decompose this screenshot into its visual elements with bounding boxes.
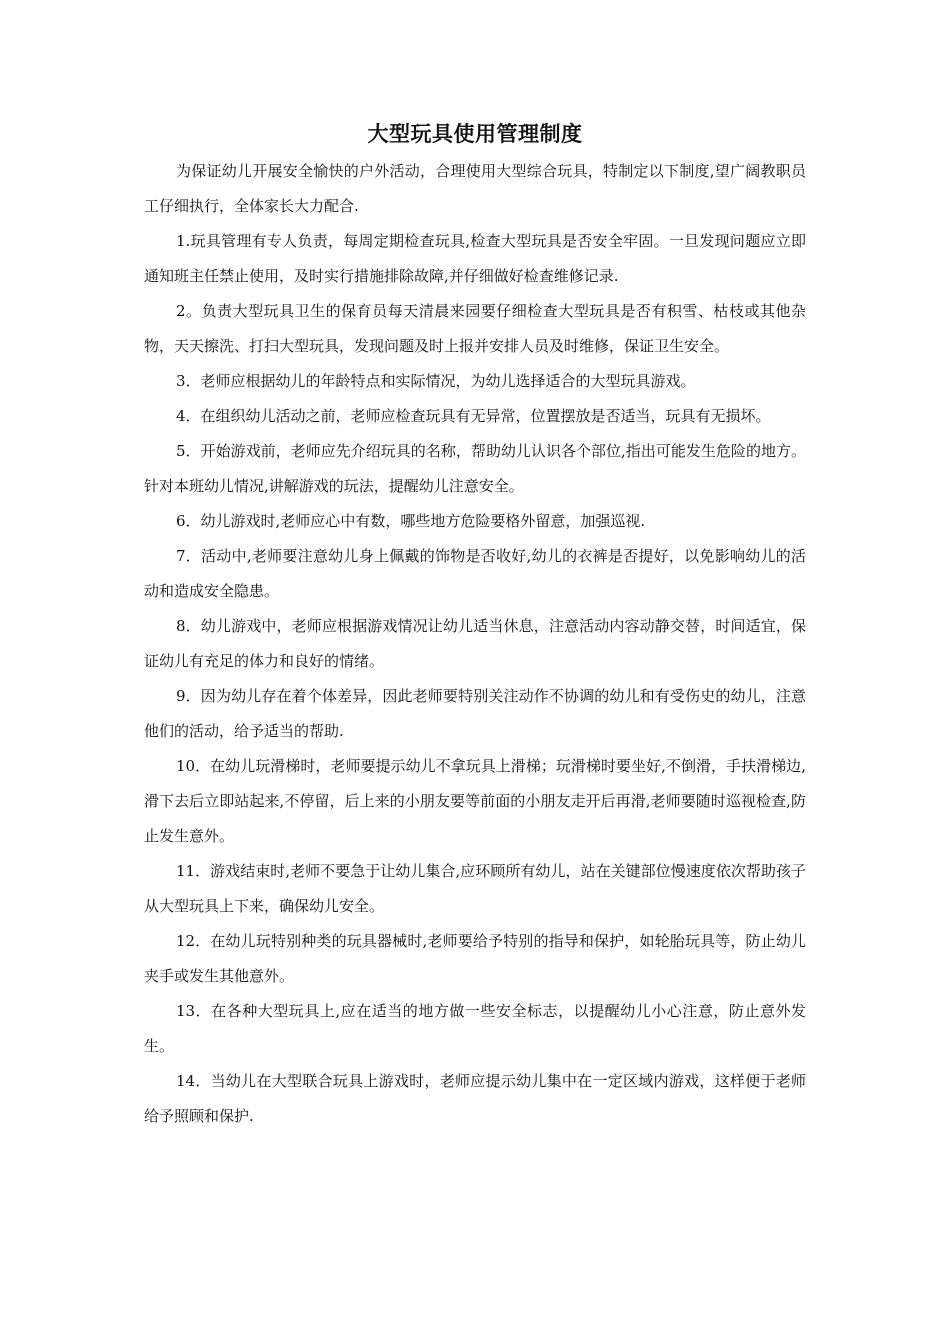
paragraph-item-12: 12．在幼儿玩特别种类的玩具器械时,老师要给予特别的指导和保护，如轮胎玩具等，防止幼儿夹手或发生其他意外。	[144, 932, 806, 985]
paragraph-item-9: 9．因为幼儿存在着个体差异，因此老师要特别关注动作不协调的幼儿和有受伤史的幼儿，注意他们的活动，给予适当的帮助.	[144, 687, 806, 740]
paragraph-intro: 为保证幼儿开展安全愉快的户外活动，合理使用大型综合玩具，特制定以下制度,望广阔教职员工仔细执行，全体家长大力配合.	[144, 162, 806, 215]
document-title: 大型玩具使用管理制度	[367, 121, 583, 146]
paragraph-item-4: 4．在组织幼儿活动之前，老师应检查玩具有无异常，位置摆放是否适当，玩具有无损坏。	[176, 407, 771, 425]
paragraph-item-1: 1.玩具管理有专人负责，每周定期检查玩具,检查大型玩具是否安全牢固。一旦发现问题应立即通知班主任禁止使用，及时实行措施排除故障,并仔细做好检查维修记录.	[144, 232, 806, 285]
paragraph-item-11: 11．游戏结束时,老师不要急于让幼儿集合,应环顾所有幼儿，站在关键部位慢速度依次帮助孩子从大型玩具上下来，确保幼儿安全。	[144, 862, 806, 915]
document-page	[144, 118, 806, 1134]
paragraph-item-7: 7．活动中,老师要注意幼儿身上佩戴的饰物是否收好,幼儿的衣裤是否提好，以免影响幼儿的活动和造成安全隐患。	[144, 547, 806, 600]
paragraph-item-14: 14．当幼儿在大型联合玩具上游戏时，老师应提示幼儿集中在一定区域内游戏，这样便于老师给予照顾和保护.	[144, 1072, 806, 1125]
paragraph-item-6: 6．幼儿游戏时,老师应心中有数，哪些地方危险要格外留意，加强巡视.	[176, 512, 646, 530]
paragraph-item-8: 8．幼儿游戏中，老师应根据游戏情况让幼儿适当休息，注意活动内容动静交替，时间适宜，保证幼儿有充足的体力和良好的情绪。	[144, 617, 806, 670]
paragraph-item-3: 3．老师应根据幼儿的年龄特点和实际情况，为幼儿选择适合的大型玩具游戏。	[176, 372, 696, 390]
paragraph-item-10: 10．在幼儿玩滑梯时，老师要提示幼儿不拿玩具上滑梯；玩滑梯时要坐好,不倒滑，手扶滑梯边,滑下去后立即站起来,不停留，后上来的小朋友要等前面的小朋友走开后再滑,老师要随时巡视检查,防止发生意外。	[144, 757, 806, 845]
paragraph-item-13: 13．在各种大型玩具上,应在适当的地方做一些安全标志，以提醒幼儿小心注意，防止意外发生。	[144, 1002, 806, 1055]
paragraph-item-2: 2。负责大型玩具卫生的保育员每天清晨来园要仔细检查大型玩具是否有积雪、枯枝或其他杂物，天天擦洗、打扫大型玩具，发现问题及时上报并安排人员及时维修，保证卫生安全。	[144, 302, 806, 355]
paragraph-item-5: 5．开始游戏前，老师应先介绍玩具的名称，帮助幼儿认识各个部位,指出可能发生危险的地方。针对本班幼儿情况,讲解游戏的玩法，提醒幼儿注意安全。	[144, 442, 806, 495]
